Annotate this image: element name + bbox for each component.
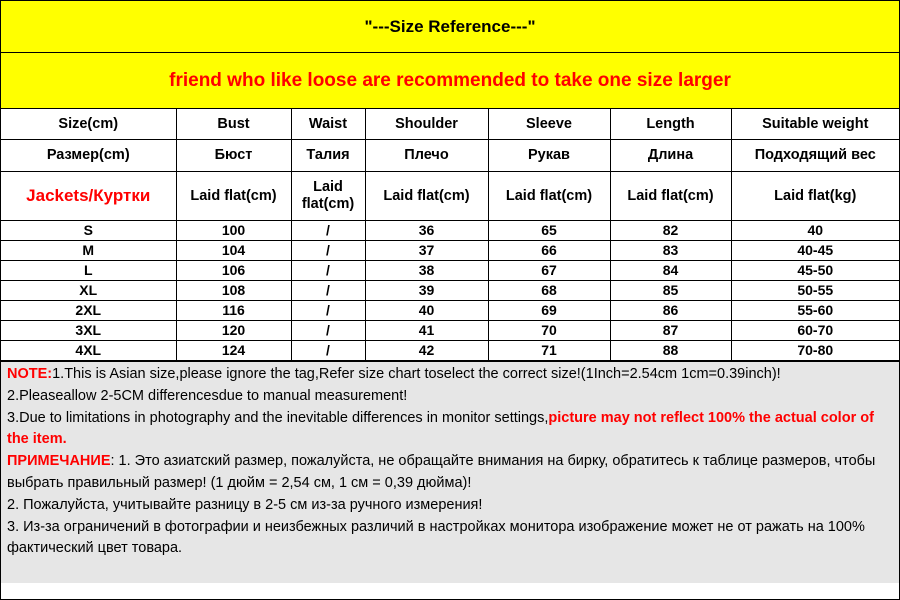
value-cell: 50-55 [731, 281, 899, 301]
header-row-ru [1, 140, 899, 172]
note-line-2: 2.Pleaseallow 2-5CM differencesdue to manual measurement! [7, 387, 408, 404]
header-cell: Талия [291, 140, 365, 172]
header-cell: Size(cm) [1, 109, 176, 140]
unit-cell: Laid flat(cm) [488, 172, 610, 221]
value-cell: 36 [365, 221, 488, 241]
unit-cell: Laid flat(cm) [365, 172, 488, 221]
value-cell: 104 [176, 241, 291, 261]
table-row [1, 281, 899, 301]
size-table [1, 109, 899, 361]
value-cell: 86 [610, 301, 731, 321]
value-cell: 66 [488, 241, 610, 261]
table-row [1, 341, 899, 361]
value-cell: 83 [610, 241, 731, 261]
note-text: 1.This is Asian size,please ignore the tag,Refer size chart toselect the correct size!(1Inch=2.54cm 1cm=0.39inch)! [52, 366, 781, 382]
note-line-3 [7, 408, 893, 452]
value-cell: 55-60 [731, 301, 899, 321]
ru-note-label: ПРИМЕЧАНИЕ [7, 453, 111, 470]
units-row [1, 172, 899, 221]
size-cell: L [1, 261, 176, 281]
size-cell: 3XL [1, 321, 176, 341]
value-cell: / [291, 221, 365, 241]
value-cell: 84 [610, 261, 731, 281]
value-cell: 67 [488, 261, 610, 281]
value-cell: 40-45 [731, 241, 899, 261]
unit-cell: Laid flat(cm) [610, 172, 731, 221]
header-cell: Suitable weight [731, 109, 899, 140]
value-cell: / [291, 321, 365, 341]
header-cell: Shoulder [365, 109, 488, 140]
ru-note-line-1 [7, 451, 893, 495]
header-cell: Sleeve [488, 109, 610, 140]
value-cell: / [291, 281, 365, 301]
ru-note-text: : 1. Это азиатский размер, пожалуйста, не обращайте внимания на бирку, обратитесь к таблице размеров, чтобы выбрать правильный размер! (1 дюйм = 2,54 см, 1 см = 0,39 дюйма)! [7, 453, 876, 491]
value-cell: 41 [365, 321, 488, 341]
value-cell: 69 [488, 301, 610, 321]
table-row [1, 301, 899, 321]
header-cell: Бюст [176, 140, 291, 172]
size-cell: S [1, 221, 176, 241]
unit-cell: Laid flat(cm) [291, 172, 365, 221]
notes-section [1, 361, 899, 583]
value-cell: 70 [488, 321, 610, 341]
value-cell: 87 [610, 321, 731, 341]
category-label: Jackets/Куртки [1, 172, 176, 221]
header-cell: Длина [610, 140, 731, 172]
size-table-body [1, 109, 899, 361]
value-cell: 39 [365, 281, 488, 301]
value-cell: 40 [365, 301, 488, 321]
value-cell: 60-70 [731, 321, 899, 341]
value-cell: 42 [365, 341, 488, 361]
value-cell: 68 [488, 281, 610, 301]
value-cell: / [291, 241, 365, 261]
ru-note-line-3: 3. Из-за ограничений в фотографии и неизбежных различий в настройках монитора изображение может не от ражать на 100% фактический цвет товара. [7, 518, 865, 557]
value-cell: 106 [176, 261, 291, 281]
note-highlight: picture may not reflect 100% the actual color of the item. [7, 409, 874, 448]
value-cell: 85 [610, 281, 731, 301]
value-cell: 40 [731, 221, 899, 241]
value-cell: 65 [488, 221, 610, 241]
value-cell: 70-80 [731, 341, 899, 361]
ru-note-line-2: 2. Пожалуйста, учитывайте разницу в 2-5 см из-за ручного измерения! [7, 496, 483, 513]
size-cell: 4XL [1, 341, 176, 361]
header-cell: Рукав [488, 140, 610, 172]
header-row-en [1, 109, 899, 140]
size-cell: XL [1, 281, 176, 301]
header-cell: Bust [176, 109, 291, 140]
value-cell: 116 [176, 301, 291, 321]
size-cell: M [1, 241, 176, 261]
value-cell: 82 [610, 221, 731, 241]
unit-cell: Laid flat(kg) [731, 172, 899, 221]
value-cell: 38 [365, 261, 488, 281]
value-cell: / [291, 261, 365, 281]
value-cell: 88 [610, 341, 731, 361]
note-line-1 [7, 364, 893, 386]
unit-cell: Laid flat(cm) [176, 172, 291, 221]
header-cell: Length [610, 109, 731, 140]
value-cell: 37 [365, 241, 488, 261]
note-text: 3.Due to limitations in photography and the inevitable differences in monitor settings, [7, 409, 549, 426]
table-row [1, 321, 899, 341]
header-cell: Размер(cm) [1, 140, 176, 172]
value-cell: 45-50 [731, 261, 899, 281]
table-row [1, 261, 899, 281]
note-label: NOTE: [7, 366, 53, 382]
table-row [1, 221, 899, 241]
size-reference-title: "---Size Reference---" [1, 1, 899, 53]
value-cell: / [291, 341, 365, 361]
size-cell: 2XL [1, 301, 176, 321]
header-cell: Waist [291, 109, 365, 140]
value-cell: 71 [488, 341, 610, 361]
value-cell: 120 [176, 321, 291, 341]
value-cell: 124 [176, 341, 291, 361]
header-cell: Плечо [365, 140, 488, 172]
table-row [1, 241, 899, 261]
value-cell: 100 [176, 221, 291, 241]
recommendation-banner: friend who like loose are recommended to take one size larger [1, 53, 899, 109]
header-cell: Подходящий вес [731, 140, 899, 172]
value-cell: 108 [176, 281, 291, 301]
value-cell: / [291, 301, 365, 321]
